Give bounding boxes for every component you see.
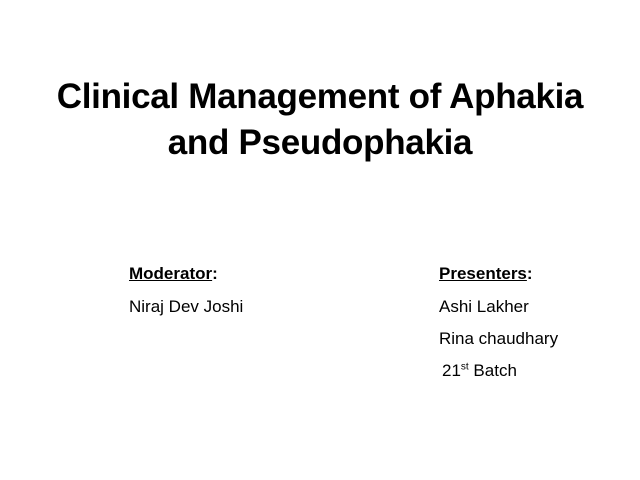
presenter-name-2: Rina chaudhary bbox=[439, 329, 559, 348]
presenters-label-text: Presenters bbox=[439, 264, 527, 283]
moderator-name: Niraj Dev Joshi bbox=[129, 297, 244, 316]
batch-suffix: st bbox=[460, 361, 469, 373]
presenters-label bbox=[439, 264, 533, 284]
moderator-label bbox=[129, 264, 218, 284]
slide-title bbox=[0, 74, 640, 166]
moderator-label-text: Moderator bbox=[129, 264, 213, 283]
batch-number: 21 bbox=[442, 361, 461, 380]
moderator-colon: : bbox=[212, 264, 218, 283]
title-line-1: Clinical Management of Aphakia bbox=[56, 77, 584, 116]
batch-word: Batch bbox=[468, 361, 517, 380]
presenter-name-1: Ashi Lakher bbox=[439, 297, 529, 316]
presenters-colon: : bbox=[526, 264, 533, 283]
batch-label bbox=[442, 361, 517, 381]
title-line-2: and Pseudophakia bbox=[167, 123, 473, 162]
